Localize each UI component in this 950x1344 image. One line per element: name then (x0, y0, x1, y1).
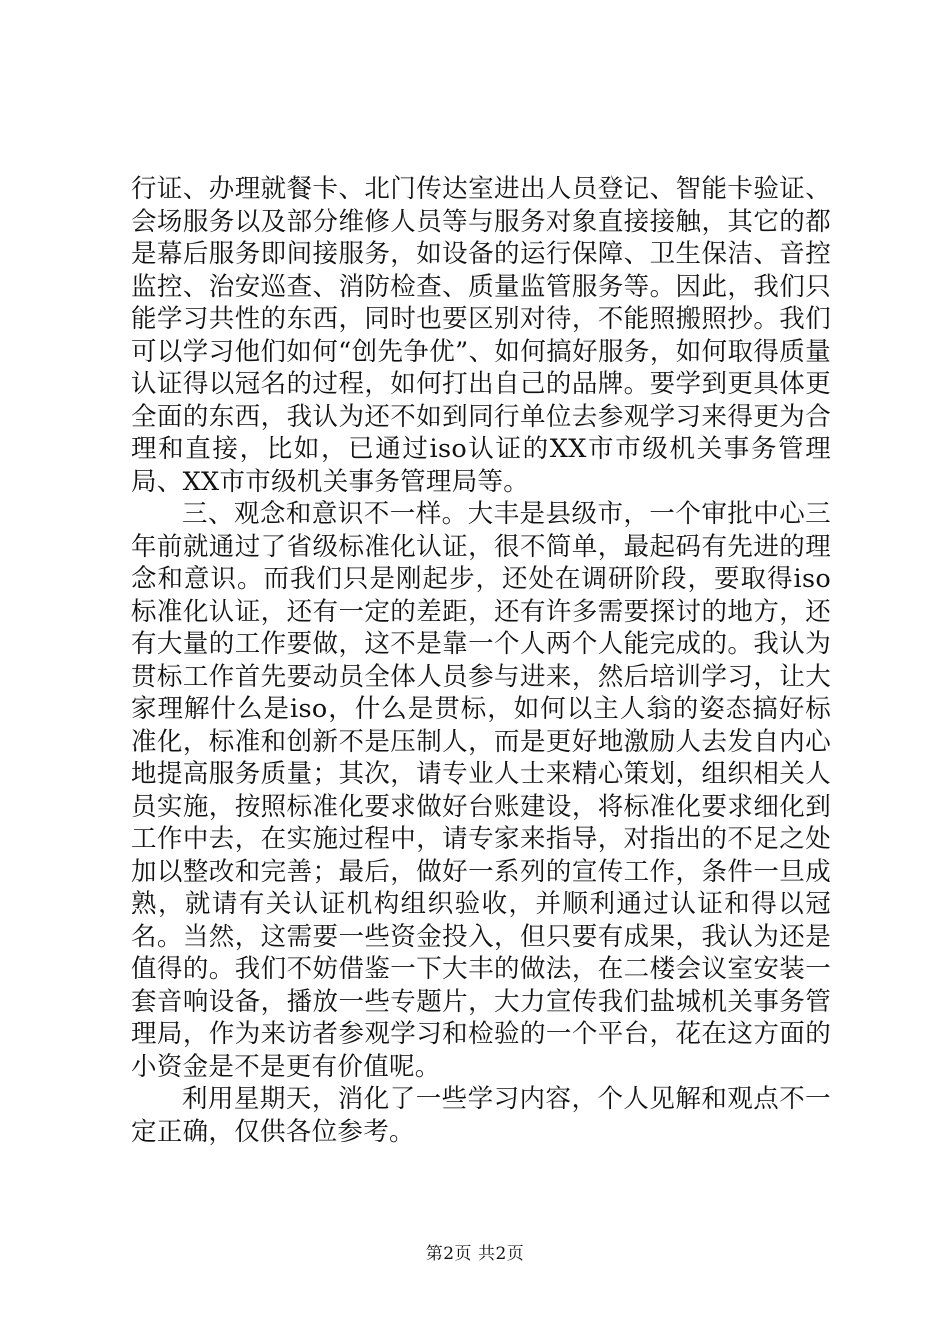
paragraph-continuation: 行证、办理就餐卡、北门传达室进出人员登记、智能卡验证、会场服务以及部分维修人员等与服务对象直接接触，其它的都是幕后服务即间接服务，如设备的运行保障、卫生保洁、音控监控、治安巡查、消防检查、质量监管服务等。因此，我们只能学习共性的东西，同时也要区别对待，不能照搬照抄。我们可以学习他们如何“创先争优”、如何搞好服务，如何取得质量认证得以冠名的过程，如何打出自己的品牌。要学到更具体更全面的东西，我认为还不如到同行单位去参观学习来得更为合理和直接，比如，已通过iso认证的XX市市级机关事务管理局、XX市市级机关事务管理局等。 (131, 174, 831, 497)
document-body (131, 173, 831, 1148)
paragraph-closing: 利用星期天，消化了一些学习内容，个人见解和观点不一定正确，仅供各位参考。 (131, 1084, 831, 1147)
page-footer-number: 第2页 共2页 (425, 1244, 525, 1264)
paragraph-section-three: 三、观念和意识不一样。大丰是县级市，一个审批中心三年前就通过了省级标准化认证，很不简单，最起码有先进的理念和意识。而我们只是刚起步，还处在调研阶段，要取得iso标准化认证，还有一定的差距，还有许多需要探讨的地方，还有大量的工作要做，这不是靠一个人两个人能完成的。我认为贯标工作首先要动员全体人员参与进来，然后培训学习，让大家理解什么是iso，什么是贯标，如何以主人翁的姿态搞好标准化，标准和创新不是压制人，而是更好地激励人去发自内心地提高服务质量；其次，请专业人士来精心策划，组织相关人员实施，按照标准化要求做好台账建设，将标准化要求细化到工作中去，在实施过程中，请专家来指导，对指出的不足之处加以整改和完善；最后，做好一系列的宣传工作，条件一旦成熟，就请有关认证机构组织验收，并顺利通过认证和得以冠名。当然，这需要一些资金投入，但只要有成果，我认为还是值得的。我们不妨借鉴一下大丰的做法，在二楼会议室安装一套音响设备，播放一些专题片，大力宣传我们盐城机关事务管理局，作为来访者参观学习和检验的一个平台，花在这方面的小资金是不是更有价值呢。 (131, 499, 831, 1082)
